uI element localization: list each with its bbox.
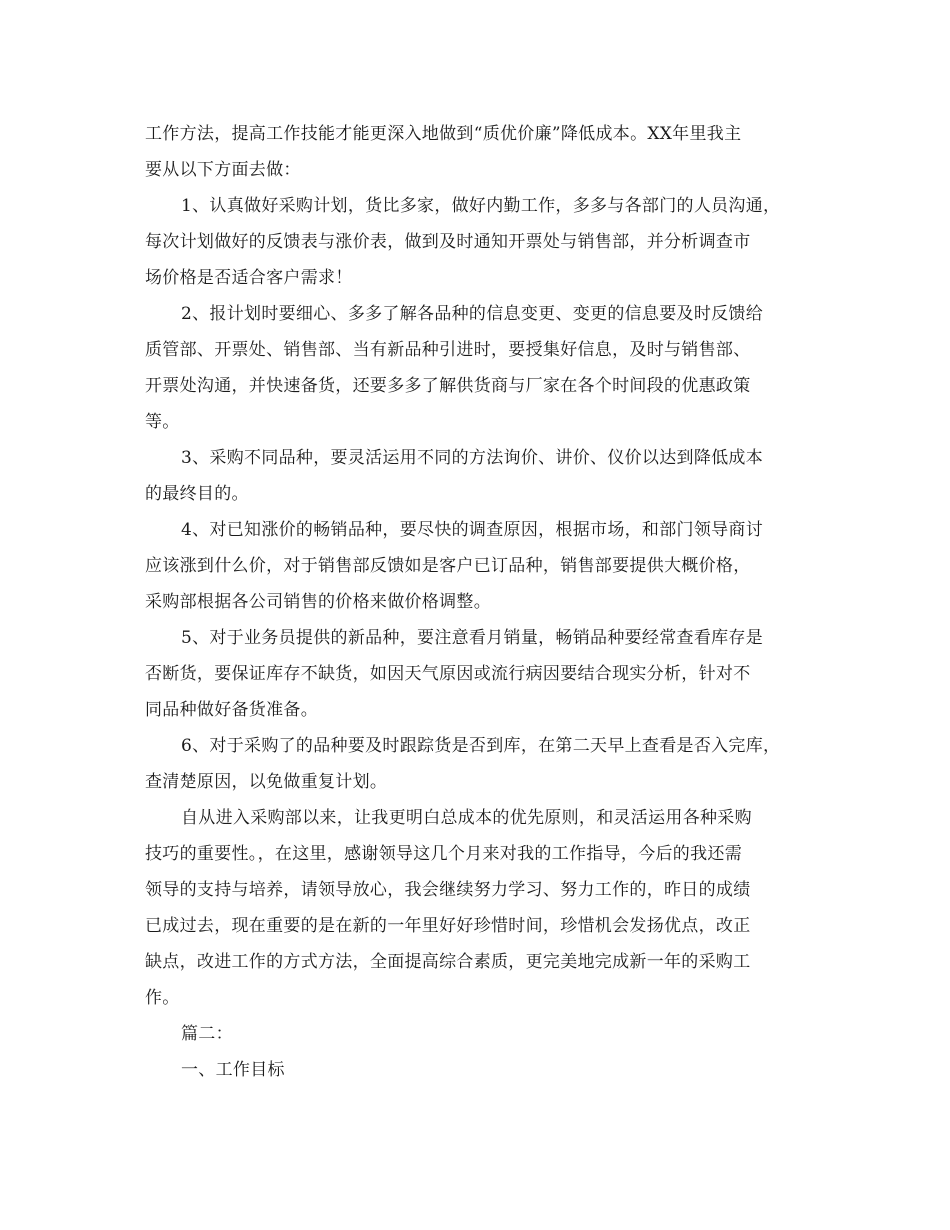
text-line: 已成过去，现在重要的是在新的一年里好好珍惜时间，珍惜机会发扬优点，改正 — [145, 916, 751, 936]
text-line: 作。 — [145, 988, 180, 1008]
text-line: 查清楚原因，以免做重复计划。 — [145, 772, 388, 792]
paragraph-start-item-4: 4、对已知涨价的畅销品种，要尽快的调查原因，根据市场，和部门领导商讨 — [181, 520, 764, 540]
text-line: 应该涨到什么价，对于销售部反馈如是客户已订品种，销售部要提供大概价格， — [145, 556, 751, 576]
text-line: 场价格是否适合客户需求！ — [145, 268, 353, 288]
document-page — [145, 116, 809, 1088]
paragraph-start-item-1: 1、认真做好采购计划，货比多家，做好内勤工作，多多与各部门的人员沟通， — [181, 196, 781, 216]
text-line: 的最终目的。 — [145, 484, 249, 504]
text-line: 质管部、开票处、销售部、当有新品种引进时，要授集好信息，及时与销售部、 — [145, 340, 751, 360]
text-line: 同品种做好备货准备。 — [145, 700, 318, 720]
text-line: 否断货，要保证库存不缺货，如因天气原因或流行病因要结合现实分析，针对不 — [145, 664, 751, 684]
paragraph-start-summary: 自从进入采购部以来，让我更明白总成本的优先原则，和灵活运用各种采购 — [181, 808, 752, 828]
paragraph-start-item-3: 3、采购不同品种，要灵活运用不同的方法询价、讲价、仪价以达到降低成本 — [181, 448, 764, 468]
text-line: 工作方法，提高工作技能才能更深入地做到“质优价廉”降低成本。XX年里我主 — [145, 124, 742, 144]
paragraph-start-item-2: 2、报计划时要细心、多多了解各品种的信息变更、变更的信息要及时反馈给 — [181, 304, 764, 324]
text-line: 缺点，改进工作的方式方法，全面提高综合素质，更完美地完成新一年的采购工 — [145, 952, 751, 972]
text-line: 开票处沟通，并快速备货，还要多多了解供货商与厂家在各个时间段的优惠政策 — [145, 376, 751, 396]
text-line: 等。 — [145, 412, 180, 432]
text-line: 每次计划做好的反馈表与涨价表，做到及时通知开票处与销售部，并分析调查市 — [145, 232, 751, 252]
subsection-heading: 一、工作目标 — [181, 1060, 285, 1080]
text-line: 领导的支持与培养，请领导放心，我会继续努力学习、努力工作的，昨日的成绩 — [145, 880, 751, 900]
section-heading: 篇二： — [181, 1024, 233, 1044]
text-line: 采购部根据各公司销售的价格来做价格调整。 — [145, 592, 491, 612]
paragraph-start-item-6: 6、对于采购了的品种要及时跟踪货是否到库，在第二天早上查看是否入完库， — [181, 736, 781, 756]
text-line: 要从以下方面去做： — [145, 160, 301, 180]
paragraph-start-item-5: 5、对于业务员提供的新品种，要注意看月销量，畅销品种要经常查看库存是 — [181, 628, 764, 648]
text-line: 技巧的重要性。，在这里，感谢领导这几个月来对我的工作指导，今后的我还需 — [145, 844, 742, 864]
